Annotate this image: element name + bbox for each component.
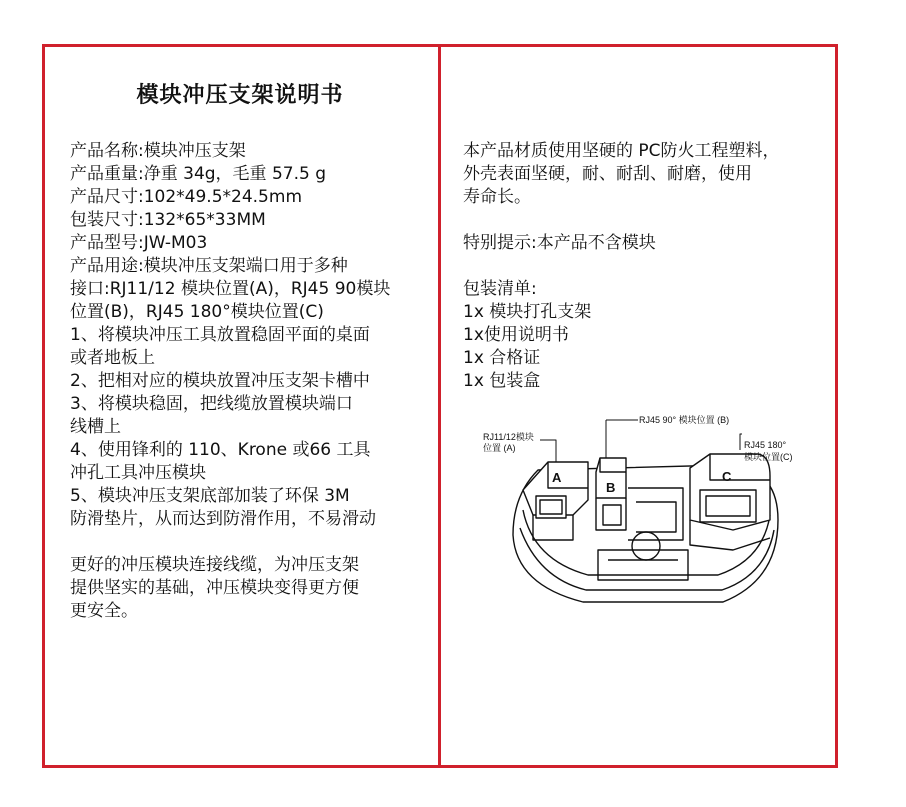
callout-b: RJ45 90° 模块位置 (B) <box>639 415 730 425</box>
callout-c-line2: 模块位置(C) <box>744 452 793 462</box>
summary-line: 更好的冲压模块连接线缆，为冲压支架 <box>70 555 359 575</box>
slot-b-letter: B <box>606 480 616 495</box>
package-list-title: 包装清单: <box>463 279 537 299</box>
spec-line: 产品用途:模块冲压支架端口用于多种 <box>70 256 348 276</box>
spec-line: 产品重量:净重 34g，毛重 57.5 g <box>70 164 327 184</box>
package-item: 1x 包装盒 <box>463 371 541 391</box>
callout-c-line1: RJ45 180° <box>744 440 787 450</box>
product-diagram <box>478 410 798 610</box>
page-title: 模块冲压支架说明书 <box>136 83 344 108</box>
column-divider <box>438 44 441 768</box>
instruction-line: 2、把相对应的模块放置冲压支架卡槽中 <box>70 371 370 391</box>
left-column <box>70 140 430 623</box>
package-item: 1x使用说明书 <box>463 325 569 345</box>
instruction-line: 1、将模块冲压工具放置稳固平面的桌面 <box>70 325 370 345</box>
instruction-line: 3、将模块稳固，把线缆放置模块端口 <box>70 394 353 414</box>
instruction-line: 冲孔工具冲压模块 <box>70 463 206 483</box>
package-item: 1x 合格证 <box>463 348 541 368</box>
material-line: 本产品材质使用坚硬的 PC防火工程塑料， <box>463 141 780 161</box>
package-item: 1x 模块打孔支架 <box>463 302 592 322</box>
summary-line: 更安全。 <box>70 601 138 621</box>
instruction-line: 4、使用锋利的 110、Krone 或66 工具 <box>70 440 371 460</box>
spec-line: 接口:RJ11/12 模块位置(A)，RJ45 90模块 <box>70 279 391 299</box>
spec-line: 产品型号:JW-M03 <box>70 233 208 253</box>
notice-text: 特别提示:本产品不含模块 <box>463 233 656 253</box>
right-column <box>463 140 823 393</box>
spec-line: 包装尺寸:132*65*33MM <box>70 210 266 230</box>
slot-c-letter: C <box>722 469 732 484</box>
spec-line: 产品名称:模块冲压支架 <box>70 141 246 161</box>
spec-line: 位置(B)，RJ45 180°模块位置(C) <box>70 302 324 322</box>
spec-line: 产品尺寸:102*49.5*24.5mm <box>70 187 302 207</box>
instruction-line: 5、模块冲压支架底部加装了环保 3M <box>70 486 350 506</box>
material-line: 外壳表面坚硬，耐、耐刮、耐磨，使用 <box>463 164 752 184</box>
callout-a-line2: 位置 (A) <box>483 443 516 453</box>
instruction-line: 防滑垫片，从而达到防滑作用，不易滑动 <box>70 509 376 529</box>
callout-a-line1: RJ11/12模块 <box>483 432 534 442</box>
instruction-line: 线槽上 <box>70 417 121 437</box>
material-line: 寿命长。 <box>463 187 531 207</box>
slot-a-letter: A <box>552 470 562 485</box>
summary-line: 提供坚实的基础，冲压模块变得更方便 <box>70 578 359 598</box>
instruction-line: 或者地板上 <box>70 348 155 368</box>
